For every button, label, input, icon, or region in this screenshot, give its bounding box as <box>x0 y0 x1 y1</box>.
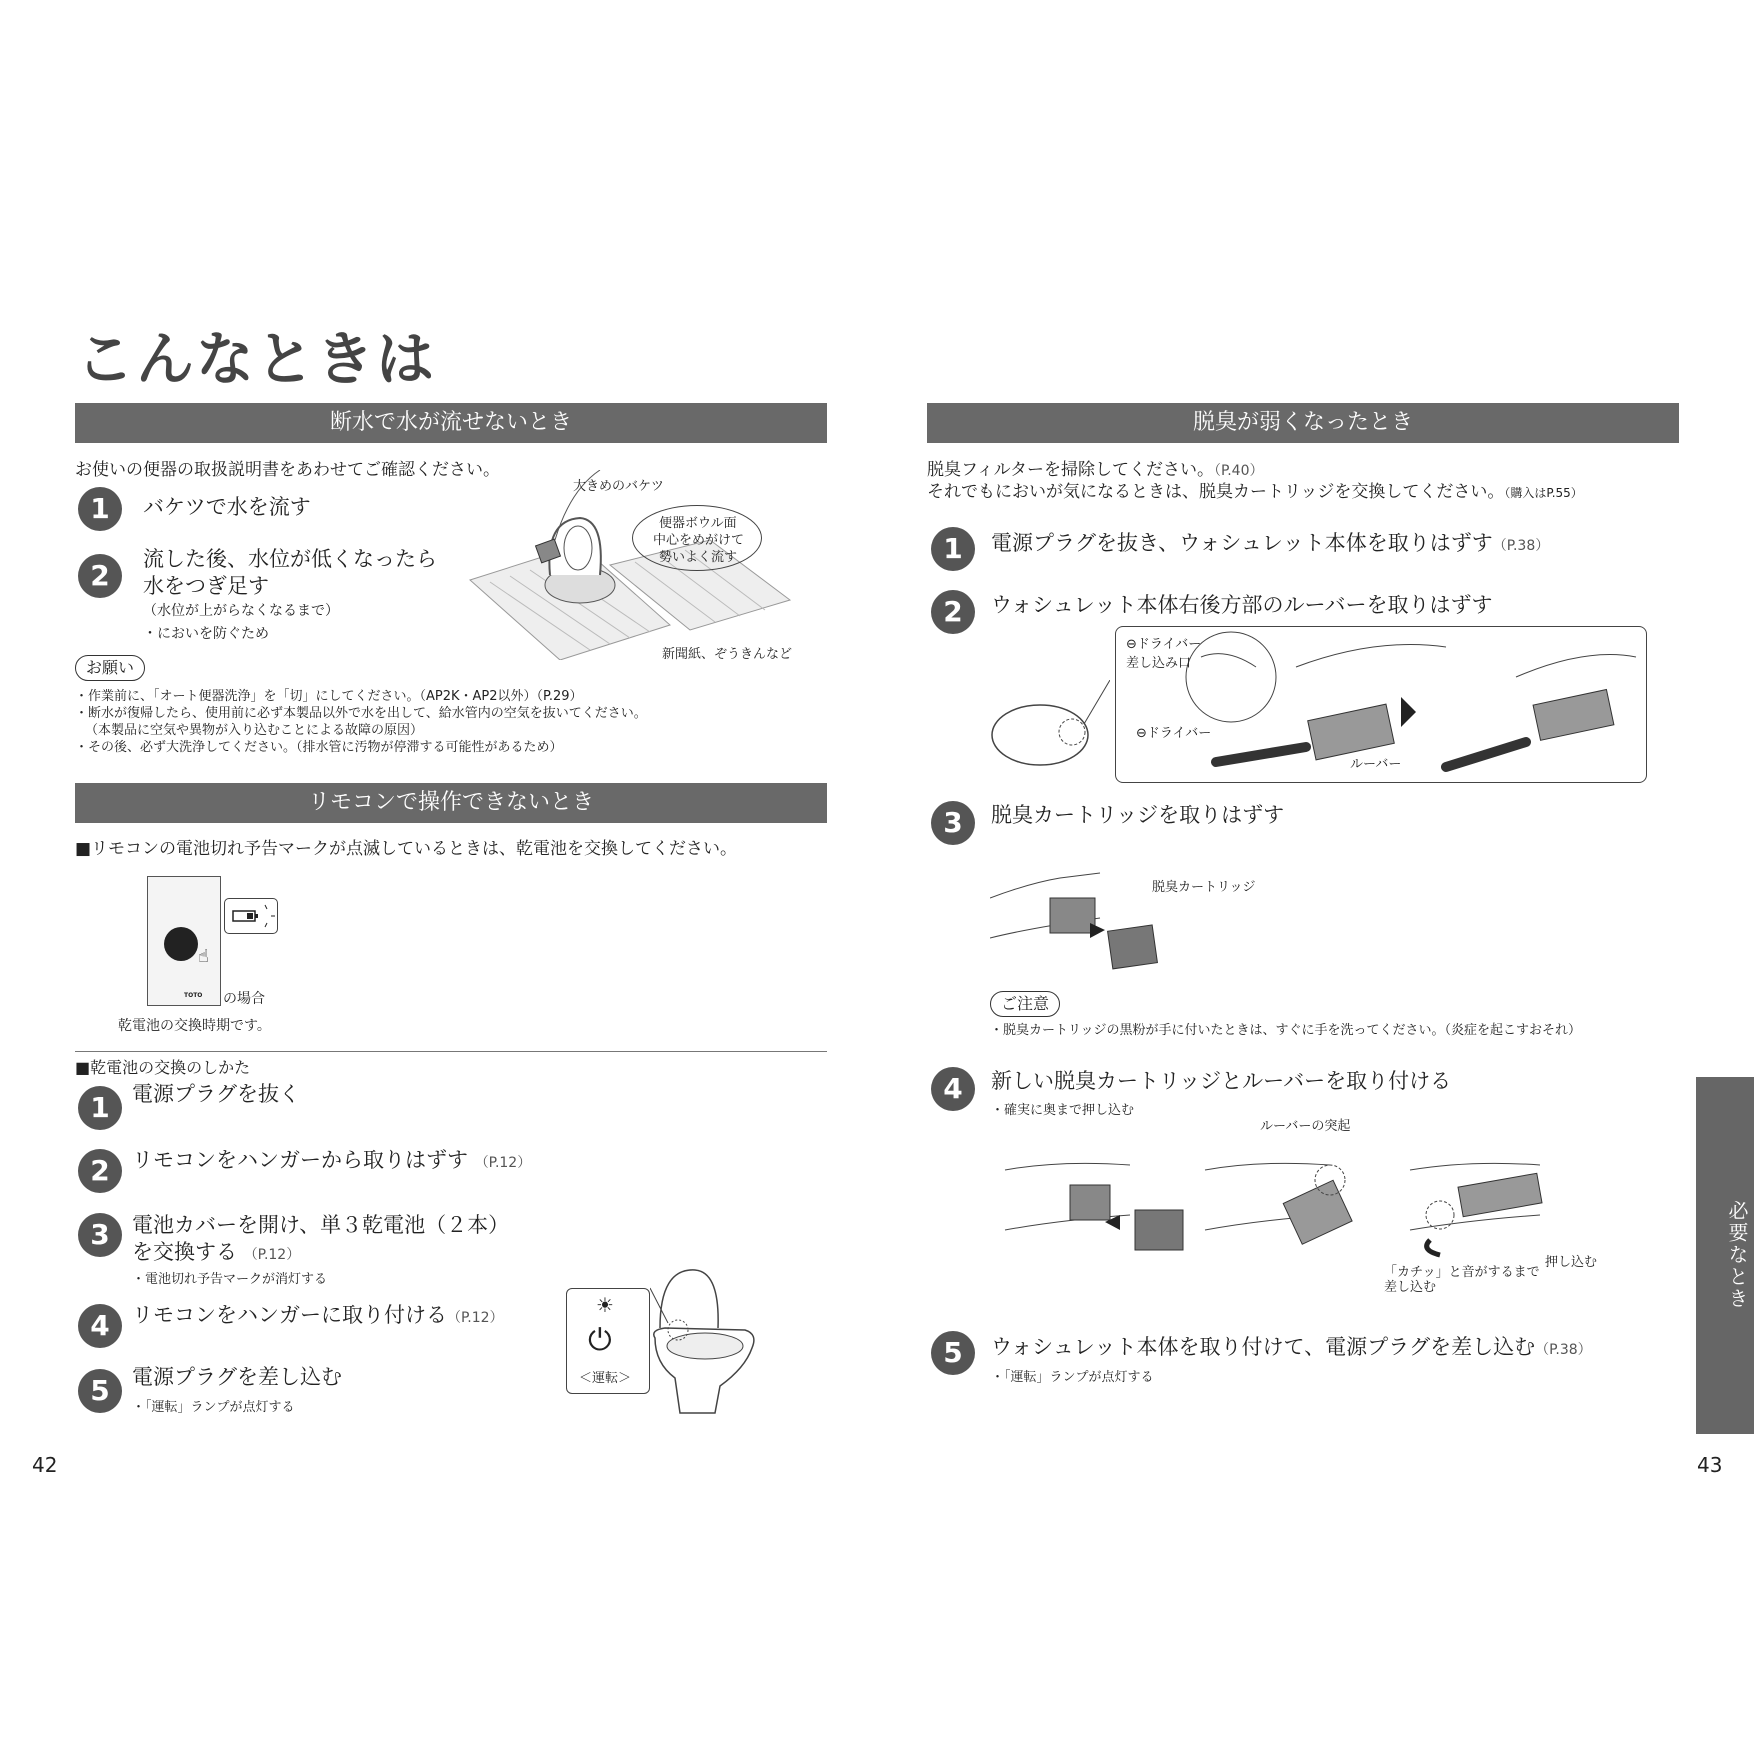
step-text <box>991 1334 1592 1364</box>
step-text <box>991 530 1549 560</box>
step-label: ウォシュレット本体を取り付けて、電源プラグを差し込む <box>991 1335 1536 1359</box>
remote-intro: ■リモコンの電池切れ予告マークが点滅しているときは、乾電池を交換してください。 <box>75 839 738 859</box>
step-number: 1 <box>931 527 975 571</box>
driver-slot-label: 差し込み口 <box>1126 656 1192 671</box>
step-number: 4 <box>78 1304 122 1348</box>
step-number: 4 <box>931 1067 975 1111</box>
step-text: 流した後、水位が低くなったら <box>143 547 437 571</box>
lamp-label: ＜運転＞ <box>579 1371 632 1386</box>
step-note: ・電池切れ予告マークが消灯する <box>132 1272 328 1287</box>
page-ref: （P.38） <box>1535 1342 1592 1358</box>
step-text <box>132 1302 504 1332</box>
step-note: （水位が上がらなくなるまで） <box>143 603 339 619</box>
caution-label: ご注意 <box>990 991 1060 1017</box>
cartridge-removal-illustration <box>990 868 1170 978</box>
battery-caption: 乾電池の交換時期です。 <box>118 1018 271 1034</box>
section-header-water-outage: 断水で水が流せないとき <box>75 403 827 443</box>
page-ref: （P.12） <box>474 1155 532 1171</box>
step-text <box>132 1147 531 1177</box>
louver-tab-label: ルーバーの突起 <box>1260 1119 1351 1134</box>
page-ref: （P.12） <box>447 1310 504 1326</box>
bucket-illustration <box>460 470 800 660</box>
hand-icon: ☝ <box>198 946 209 967</box>
driver-slot-label: ⊖ドライバー <box>1126 637 1202 652</box>
step-number: 2 <box>78 554 122 598</box>
step-label: を交換する <box>132 1240 237 1264</box>
step-number: 3 <box>78 1213 122 1257</box>
water-outage-intro: お使いの便器の取扱説明書をあわせてご確認ください。 <box>75 460 500 480</box>
step-text: 電池カバーを開け、単３乾電池（２本） <box>132 1213 510 1237</box>
page-ref: （P.38） <box>1492 538 1550 554</box>
newspaper-label: 新聞紙、ぞうきんなど <box>662 647 793 662</box>
section-header-deodorizer: 脱臭が弱くなったとき <box>927 403 1679 443</box>
step-number: 5 <box>931 1331 975 1375</box>
battery-warning-box <box>224 898 278 934</box>
step-label: リモコンをハンガーに取り付ける <box>132 1303 447 1327</box>
push-label: 押し込む <box>1545 1255 1598 1270</box>
page-number-left: 42 <box>32 1453 58 1477</box>
request-note: （本製品に空気や異物が入り込むことによる故障の原因） <box>85 723 424 738</box>
section-header-remote: リモコンで操作できないとき <box>75 783 827 823</box>
request-note: ・断水が復帰したら、使用前に必ず本製品以外で水を出して、給水管内の空気を抜いてください。 <box>75 706 647 721</box>
step-text: 水をつぎ足す <box>143 574 269 598</box>
step-label: 電源プラグを抜き、ウォシュレット本体を取りはずす <box>991 531 1493 555</box>
step-number: 1 <box>78 1086 122 1130</box>
battery-sub-header: ■乾電池の交換のしかた <box>75 1058 251 1077</box>
page-ref: （購入はP.55） <box>1504 486 1583 500</box>
bubble-text: 便器ボウル面 <box>659 516 737 531</box>
step-text: ウォシュレット本体右後方部のルーバーを取りはずす <box>991 593 1493 617</box>
cartridge-label: 脱臭カートリッジ <box>1152 880 1256 895</box>
step-note: ・確実に奥まで押し込む <box>991 1103 1135 1118</box>
remote-logo: TOTO <box>184 992 203 999</box>
step-note: ・「運転」ランプが点灯する <box>991 1370 1154 1385</box>
step-label: リモコンをハンガーから取りはずす <box>132 1148 468 1172</box>
step-number: 1 <box>78 487 122 531</box>
click-label: 「カチッ」と音がするまで <box>1384 1265 1540 1280</box>
request-label: お願い <box>75 655 145 681</box>
cartridge-install-illustration <box>1000 1160 1600 1270</box>
click-label: 差し込む <box>1384 1280 1437 1295</box>
step-number: 2 <box>931 590 975 634</box>
step-number: 5 <box>78 1369 122 1413</box>
step-text: 新しい脱臭カートリッジとルーバーを取り付ける <box>991 1069 1452 1093</box>
lamp-icon: ☀ <box>596 1293 614 1317</box>
case-label: の場合 <box>223 991 265 1007</box>
bucket-label: 大きめのバケツ <box>573 479 664 494</box>
step-text: 電源プラグを差し込む <box>132 1365 342 1389</box>
step-note: ・においを防ぐため <box>143 626 269 642</box>
step-text: 脱臭カートリッジを取りはずす <box>991 803 1285 827</box>
step-number: 3 <box>931 801 975 845</box>
step-number: 2 <box>78 1149 122 1193</box>
page-ref: （P.12） <box>243 1247 301 1263</box>
battery-icon <box>225 899 277 933</box>
driver-label: ⊖ドライバー <box>1136 726 1212 741</box>
bubble-text: 勢いよく流す <box>659 550 738 565</box>
remote-button <box>164 927 198 961</box>
side-tab-label: 必要なとき <box>1725 1200 1749 1310</box>
power-icon: ⏻ <box>588 1323 612 1358</box>
page-number-right: 43 <box>1697 1453 1723 1477</box>
bubble-text: 中心をめがけて <box>653 533 745 548</box>
toilet-illustration <box>650 1268 760 1418</box>
caution-note: ・脱臭カートリッジの黒粉が手に付いたときは、すぐに手を洗ってください。（炎症を起こすおそれ） <box>990 1023 1581 1038</box>
request-note: ・作業前に、「オート便器洗浄」を「切」にしてください。（AP2K・AP2以外）（P.29） <box>75 689 583 704</box>
seat-illustration <box>990 680 1110 770</box>
louver-label: ルーバー <box>1350 757 1402 772</box>
step-note: ・「運転」ランプが点灯する <box>132 1400 295 1415</box>
deodorizer-intro <box>927 477 1583 502</box>
page-title: こんなときは <box>76 325 437 393</box>
page-ref: （P.40） <box>1213 463 1264 479</box>
intro-text: 脱臭フィルターを掃除してください。 <box>927 460 1214 480</box>
divider <box>75 1051 827 1052</box>
step-text: バケツで水を流す <box>143 495 311 519</box>
intro-text: それでもにおいが気になるときは、脱臭カートリッジを交換してください。 <box>927 482 1505 502</box>
request-note: ・その後、必ず大洗浄してください。（排水管に汚物が停滞する可能性があるため） <box>75 740 563 755</box>
step-text <box>132 1239 300 1269</box>
step-text: 電源プラグを抜く <box>132 1082 300 1106</box>
